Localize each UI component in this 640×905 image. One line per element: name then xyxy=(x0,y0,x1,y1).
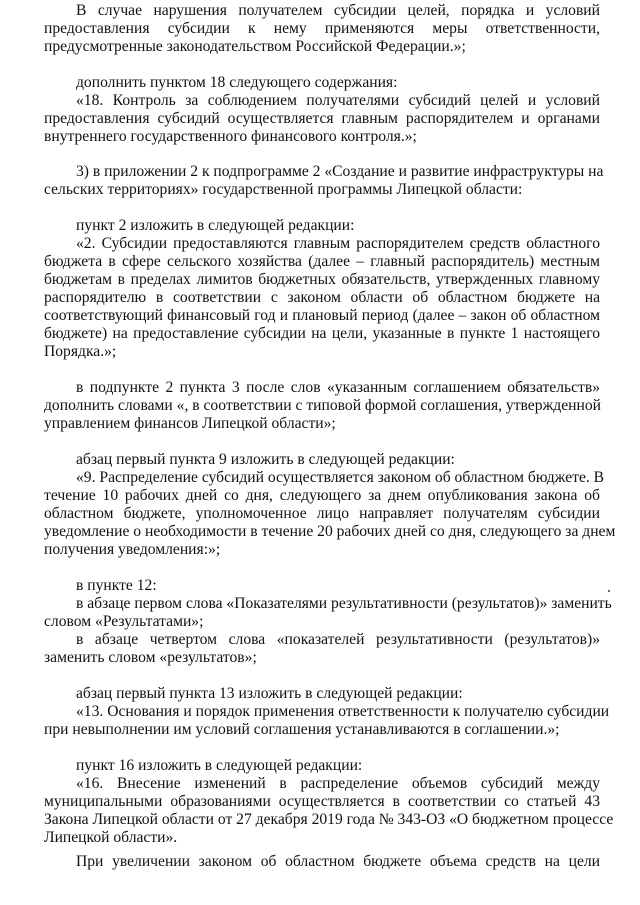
text-line: Закона Липецкой области от 27 декабря 2019 года № 343-ОЗ «О бюджетном процессе xyxy=(44,811,614,828)
text-line: Порядка.»; xyxy=(44,343,117,360)
text-line: предоставления субсидий осуществляется главным распорядителем и органами xyxy=(44,110,600,127)
text-line: дополнить словами «, в соответствии с типовой формой соглашения, утвержденной xyxy=(44,397,601,414)
text-line: пункт 16 изложить в следующей редакции: xyxy=(76,757,363,774)
text-line: в абзаце четвертом слова «показателей результативности (результатов)» xyxy=(76,631,600,648)
text-line: «9. Распределение субсидий осуществляется законом об областном бюджете. В xyxy=(76,469,605,486)
text-line: абзац первый пункта 9 изложить в следующей редакции: xyxy=(76,451,455,468)
text-line: предоставления субсидии к нему применяются меры ответственности, xyxy=(44,20,600,37)
text-line: внутреннего государственного финансового контроля.»; xyxy=(44,128,417,145)
scan-speck xyxy=(608,590,610,592)
text-line: соответствующий финансовый год и плановый период (далее – закон об областном xyxy=(44,307,600,324)
text-line: В случае нарушения получателем субсидии целей, порядка и условий xyxy=(76,2,600,19)
text-line: пункт 2 изложить в следующей редакции: xyxy=(76,217,355,234)
text-line: областном бюджете, уполномоченное лицо направляет получателям субсидии xyxy=(44,505,600,522)
text-line: уведомление о необходимости в течение 20 рабочих дней со дня, следующего за днем xyxy=(44,523,616,540)
text-line: сельских территориях» государственной программы Липецкой области: xyxy=(44,181,523,198)
text-line: «18. Контроль за соблюдением получателями субсидий целей и условий xyxy=(76,92,600,109)
text-line: течение 10 рабочих дней со дня, следующего за днем опубликования закона об xyxy=(44,487,600,504)
text-line: бюджета в сфере сельского хозяйства (далее – главный распорядитель) местным xyxy=(44,253,600,270)
text-line: «16. Внесение изменений в распределение объемов субсидий между xyxy=(76,775,600,792)
text-line: муниципальными образованиями осуществляется в соответствии со статьей 43 xyxy=(44,793,600,810)
text-line: в пункте 12: xyxy=(76,577,157,594)
text-line: бюджете) на предоставление субсидии на цели, указанные в пункте 1 настоящего xyxy=(44,325,600,342)
text-line: «13. Основания и порядок применения ответственности к получателю субсидии xyxy=(76,703,610,720)
text-line: При увеличении законом об областном бюджете объема средств на цели xyxy=(76,853,600,870)
text-line: предусмотренные законодательством Российской Федерации.»; xyxy=(44,38,466,55)
text-line: распорядителю в соответствии с законом области об областном бюджете на xyxy=(44,289,600,306)
text-line: заменить словом «результатов»; xyxy=(44,649,257,666)
text-line: 3) в приложении 2 к подпрограмме 2 «Создание и развитие инфраструктуры на xyxy=(76,163,604,180)
text-line: при невыполнении им условий соглашения устанавливаются в соглашении.»; xyxy=(44,721,560,738)
text-line: в абзаце первом слова «Показателями результативности (результатов)» заменить xyxy=(76,595,612,612)
text-line: Липецкой области». xyxy=(44,829,178,846)
text-line: бюджетам в пределах лимитов бюджетных обязательств, утвержденных главному xyxy=(44,271,600,288)
text-line: дополнить пунктом 18 следующего содержания: xyxy=(76,74,398,91)
text-line: «2. Субсидии предоставляются главным распорядителем средств областного xyxy=(76,235,600,252)
text-line: абзац первый пункта 13 изложить в следующей редакции: xyxy=(76,685,463,702)
text-line: в подпункте 2 пункта 3 после слов «указанным соглашением обязательств» xyxy=(76,379,600,396)
text-line: словом «Результатами»; xyxy=(44,613,204,630)
text-line: получения уведомления:»; xyxy=(44,541,221,558)
text-line: управлением финансов Липецкой области»; xyxy=(44,415,336,432)
